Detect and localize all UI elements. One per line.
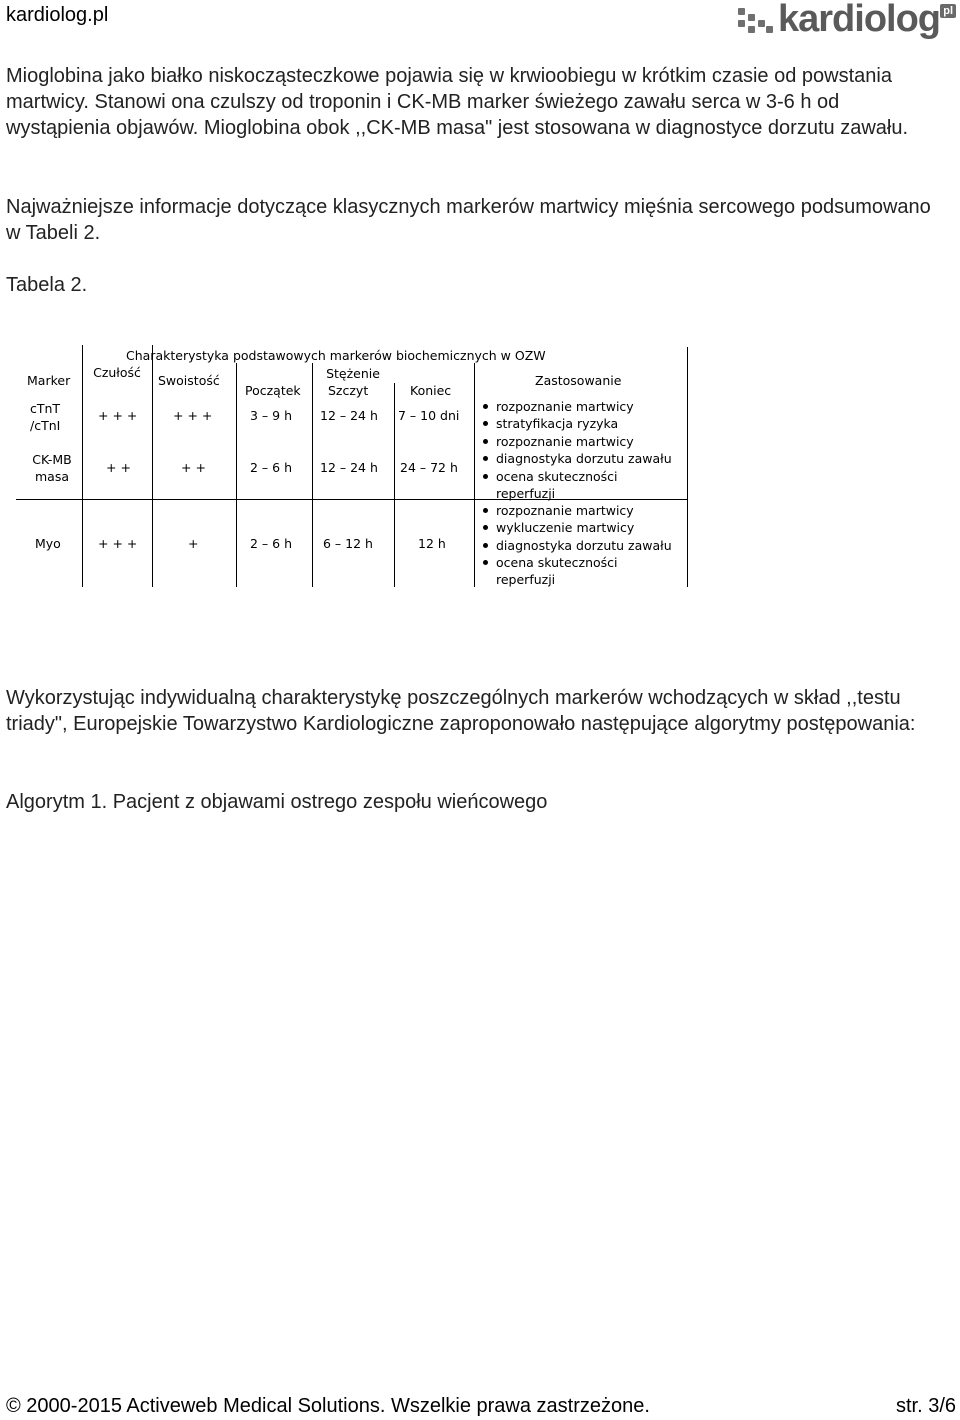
algorithm-heading: Algorytm 1. Pacjent z objawami ostrego zespołu wieńcowego [6, 791, 548, 813]
list-item: ocena skuteczności [478, 468, 672, 485]
paragraph-algorithms: Wykorzystując indywidualną charakterystykę poszczególnych markerów wchodzących w skład ,,testu triady", Europejskie Towarzystwo Kardiologiczne zaproponowało następujące algorytmy postępowania: [6, 687, 916, 735]
list-item: rozpoznanie martwicy [478, 502, 672, 519]
header-concentration: Stężenie [326, 366, 380, 381]
header-specificity: Swoistość [158, 373, 220, 388]
site-name: kardiolog.pl [6, 4, 109, 26]
list-item: reperfuzji [496, 485, 556, 501]
row3-specificity: + [188, 536, 199, 551]
row1-peak: 12 – 24 h [320, 408, 378, 423]
header-peak: Szczyt [328, 383, 369, 398]
row1-sensitivity: + + + [98, 408, 138, 423]
row1-specificity: + + + [173, 408, 213, 423]
row2-marker: CK-MB masa [32, 452, 72, 484]
list-item: wykluczenie martwicy [478, 519, 672, 536]
row3-end: 12 h [418, 536, 446, 551]
paragraph-summary: Najważniejsze informacje dotyczące klasycznych markerów martwicy mięśnia sercowego podsumowano w Tabeli 2. [6, 196, 931, 244]
kardiolog-logo [736, 0, 956, 44]
row1-uses [478, 398, 634, 433]
logo-dots-icon [736, 6, 776, 38]
footer-copyright: © 2000-2015 Activeweb Medical Solutions. Wszelkie prawa zastrzeżone. [6, 1395, 650, 1417]
paragraph-myoglobin: Mioglobina jako białko niskocząsteczkowe pojawia się w krwioobiegu w krótkim czasie od powstania martwicy. Stanowi ona czulszy od troponin i CK-MB marker świeżego zawału serca w 3-6 h od wystąpienia objawów. Mioglobina obok ,,CK-MB masa" jest stosowana w diagnostyce dorzutu zawału. [6, 65, 909, 139]
row1-end: 7 – 10 dni [398, 408, 460, 423]
row3-peak: 6 – 12 h [323, 536, 373, 551]
header-marker: Marker [27, 373, 71, 388]
markers-table [10, 345, 700, 587]
row2-specificity: + + [181, 460, 206, 475]
list-item: stratyfikacja ryzyka [478, 415, 634, 432]
row2-uses [478, 433, 672, 502]
header-sensitivity: Czułość [93, 365, 141, 380]
list-item: reperfuzji [496, 572, 556, 588]
list-item: ocena skuteczności [478, 554, 672, 571]
row1-start: 3 – 9 h [250, 408, 292, 423]
list-item: diagnostyka dorzutu zawału [478, 450, 672, 467]
row3-start: 2 – 6 h [250, 536, 292, 551]
table-caption: Tabela 2. [6, 274, 88, 296]
logo-suffix: pl [940, 4, 956, 18]
list-item: rozpoznanie martwicy [478, 398, 634, 415]
table-title: Charakterystyka podstawowych markerów biochemicznych w OZW [126, 348, 546, 363]
header-end: Koniec [410, 383, 452, 398]
row2-start: 2 – 6 h [250, 460, 292, 475]
header-start: Początek [245, 383, 301, 398]
row3-sensitivity: + + + [98, 536, 138, 551]
page-number: str. 3/6 [895, 1395, 956, 1417]
list-item: diagnostyka dorzutu zawału [478, 537, 672, 554]
row2-end: 24 – 72 h [400, 460, 458, 475]
logo-word: kardiolog [778, 0, 941, 40]
header-use: Zastosowanie [535, 373, 622, 388]
row3-uses [478, 502, 672, 588]
list-item: rozpoznanie martwicy [478, 433, 672, 450]
row2-sensitivity: + + [106, 460, 131, 475]
row1-marker: cTnT /cTnI [30, 401, 61, 433]
row2-peak: 12 – 24 h [320, 460, 378, 475]
row3-marker: Myo [35, 536, 61, 551]
